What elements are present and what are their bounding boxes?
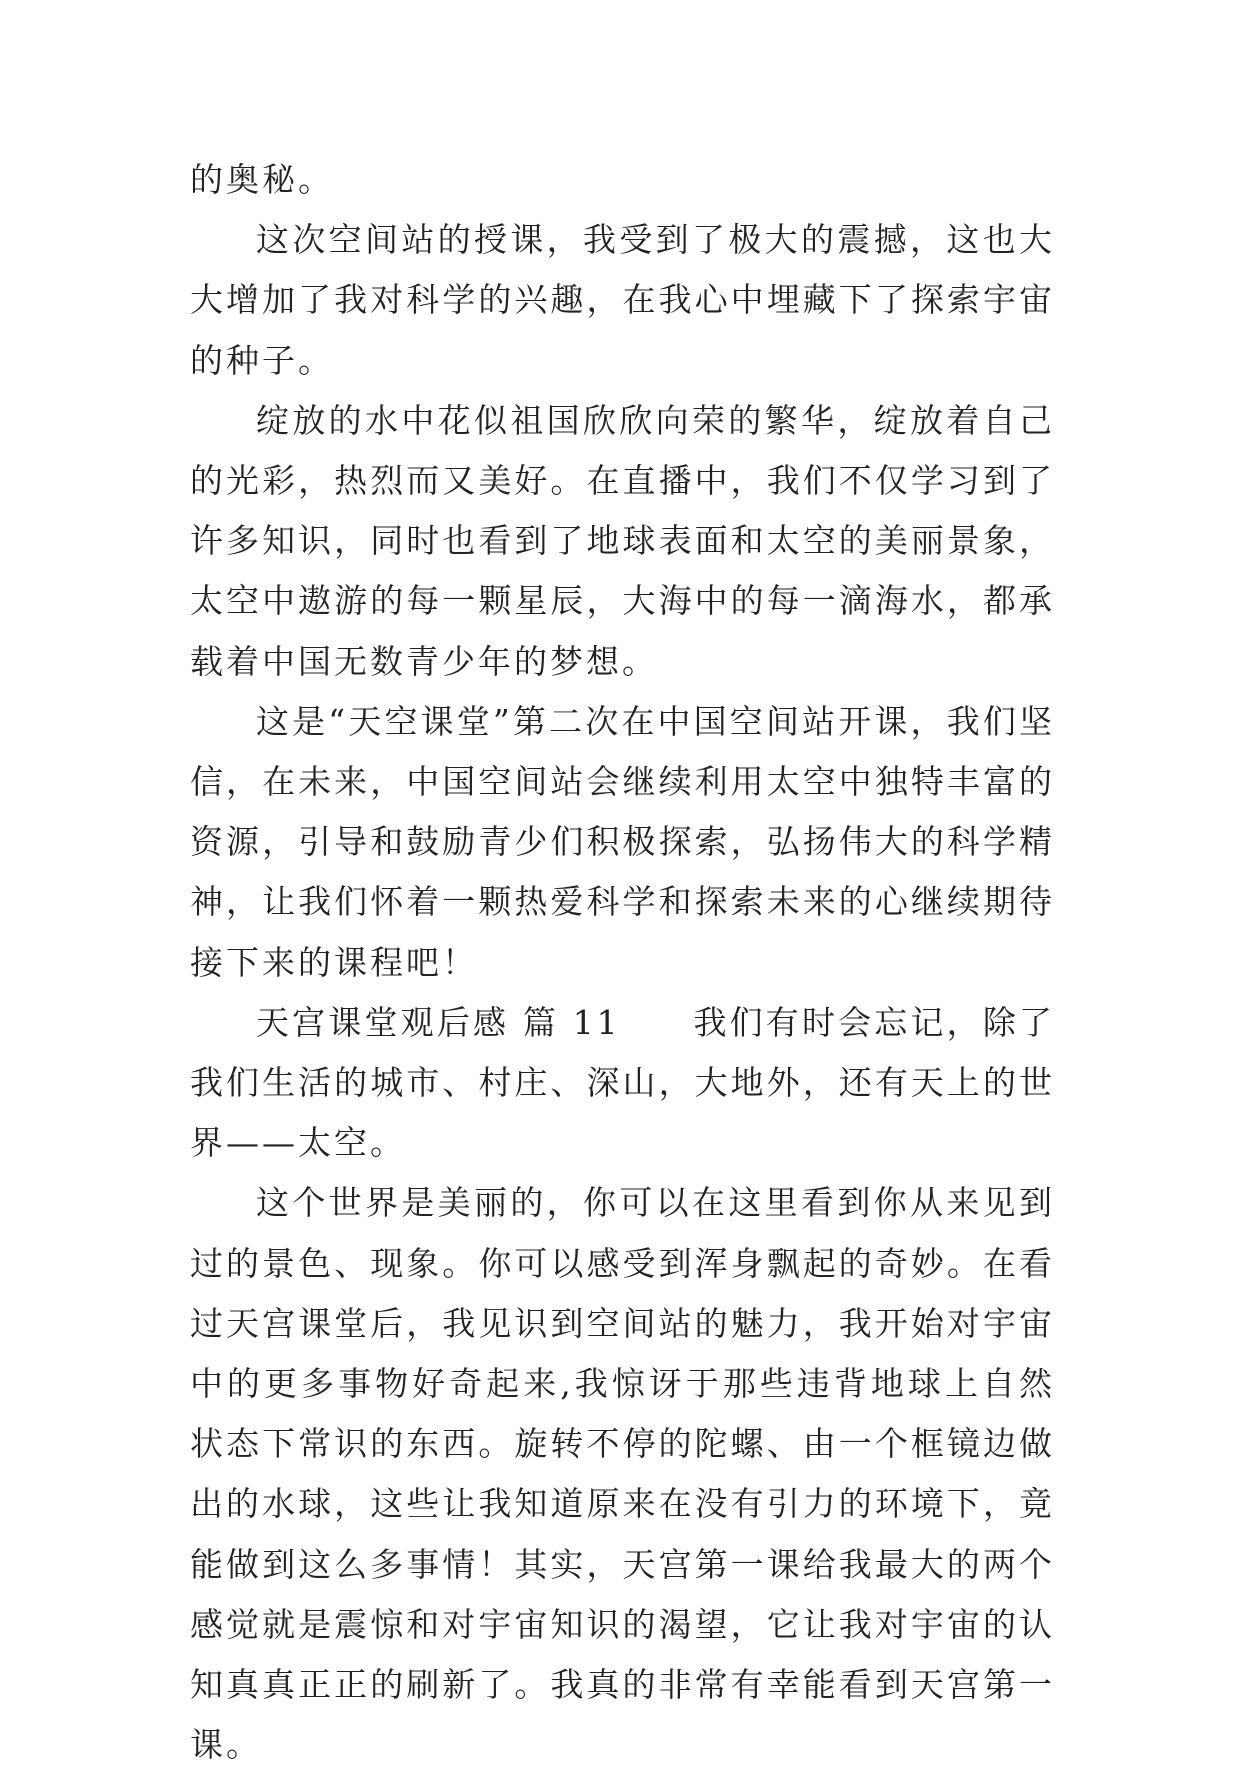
paragraph-6: 这个世界是美丽的，你可以在这里看到你从来见到过的景色、现象。你可以感受到浑身飘起的奇妙。在看过天宫课堂后，我见识到空间站的魅力，我开始对宇宙中的更多事物好奇起来,我惊讶于那些违背地球上自然状态下常识的东西。旋转不停的陀螺、由一个框镜边做出的水球，这些让我知道原来在没有引力的环境下，竟能做到这么多事情！其实，天宫第一课给我最大的两个感觉就是震惊和对宇宙知识的渴望，它让我对宇宙的认知真真正正的刷新了。我真的非常有幸能看到天宫第一课。 <box>190 1183 1055 1765</box>
paragraph-4: 这是“天空课堂”第二次在中国空间站开课，我们坚信，在未来，中国空间站会继续利用太空中独特丰富的资源，引导和鼓励青少们积极探索，弘扬伟大的科学精神，让我们怀着一颗热爱科学和探索未来的心继续期待接下来的课程吧！ <box>190 701 1055 982</box>
section-heading: 天宫课堂观后感 篇 11 <box>256 1002 621 1042</box>
section-first-text: 我们有时会忘记，除了我们生活的城市、村庄、深山，大地外，还有天上的世界——太空。 <box>190 1002 1055 1163</box>
paragraph-2: 这次空间站的授课，我受到了极大的震撼，这也大大增加了我对科学的兴趣，在我心中埋藏下了探索宇宙的种子。 <box>190 220 1055 380</box>
document-body <box>190 150 1055 1775</box>
paragraph-1: 的奥秘。 <box>190 160 334 199</box>
section-paragraph <box>190 993 1055 1174</box>
paragraph-3: 绽放的水中花似祖国欣欣向荣的繁华，绽放着自己的光彩，热烈而又美好。在直播中，我们不仅学习到了许多知识，同时也看到了地球表面和太空的美丽景象，太空中遨游的每一颗星辰，大海中的每一滴海水，都承载着中国无数青少年的梦想。 <box>190 400 1055 681</box>
